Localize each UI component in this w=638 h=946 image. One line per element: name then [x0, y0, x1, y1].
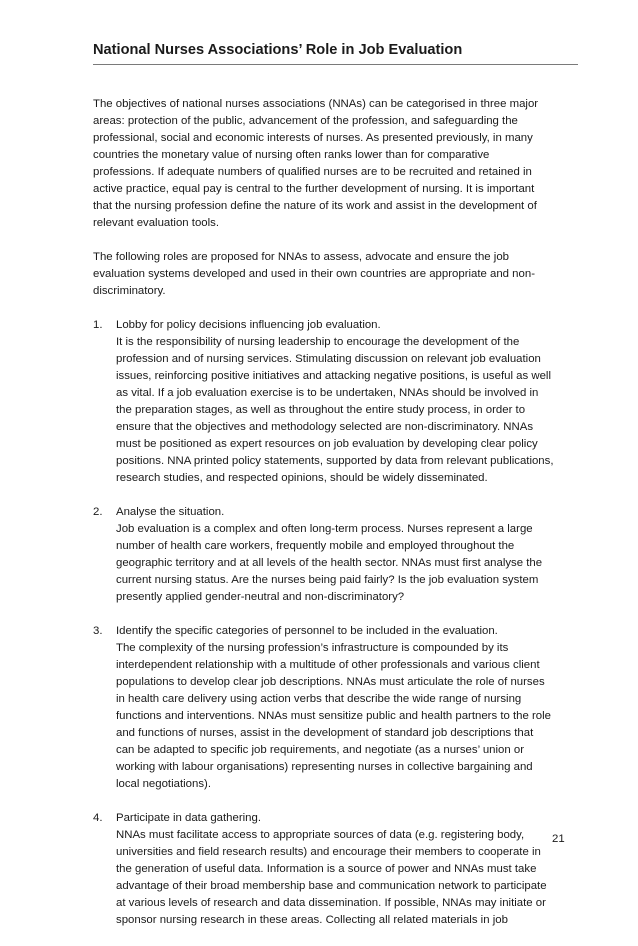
list-item-line: populations to develop clear job descriptions. NNAs must articulate the role of nurses: [116, 676, 545, 688]
list-item-line: presently applied gender-neutral and non-discriminatory?: [116, 591, 405, 603]
list-item-number: 3.: [93, 625, 103, 637]
list-item-body: [93, 640, 578, 793]
page-title: National Nurses Associations’ Role in Job Evaluation: [93, 42, 463, 58]
list-item-body: [93, 521, 578, 606]
paragraph-line: evaluation systems developed and used in their own countries are appropriate and non-: [93, 268, 535, 280]
list-item-line: advantage of their broad membership base and communication network to participate: [116, 880, 547, 892]
list-item-line: must be positioned as expert resources on job evaluation by developing clear policy: [116, 438, 538, 450]
paragraph-line: professional, social and economic interests of nurses. As presented previously, in many: [93, 132, 533, 144]
list-item-line: profession and of nursing services. Stimulating discussion on relevant job evaluation: [116, 353, 541, 365]
list-item-heading: Identify the specific categories of personnel to be included in the evaluation.: [116, 625, 498, 637]
paragraph-line: The following roles are proposed for NNAs to assess, advocate and ensure the job: [93, 251, 509, 263]
list-item-line: research studies, and respected opinions, should be widely disseminated.: [116, 472, 488, 484]
list-item-line: working with labour organisations) representing nurses in collective bargaining and: [116, 761, 533, 773]
list-item-heading-row: [93, 504, 578, 521]
list-item-number: 4.: [93, 812, 103, 824]
list-item: [93, 623, 578, 793]
list-item-number: 1.: [93, 319, 103, 331]
paragraph-line: areas: protection of the public, advancement of the profession, and safeguarding the: [93, 115, 518, 127]
paragraph-line: professions. If adequate numbers of qualified nurses are to be recruited and retained in: [93, 166, 532, 178]
paragraph-line: relevant evaluation tools.: [93, 217, 220, 229]
list-item-heading-row: [93, 317, 578, 334]
list-item-line: as vital. If a job evaluation exercise is to be undertaken, NNAs should be involved in: [116, 387, 539, 399]
list-item-line: functions and interventions. NNAs must sensitize public and health partners to the role: [116, 710, 551, 722]
list-item-line: geographic territory and at all levels of the health sector. NNAs must first analyse the: [116, 557, 543, 569]
page-number: 21: [552, 833, 565, 845]
list-item-heading: Analyse the situation.: [116, 506, 225, 518]
list-item-line: number of health care workers, frequently mobile and employed throughout the: [116, 540, 515, 552]
list-item-line: ensure that the objectives and methodology selected are non-discriminatory. NNAs: [116, 421, 534, 433]
list-item: [93, 504, 578, 606]
list-item-line: NNAs must facilitate access to appropriate sources of data (e.g. registering body,: [116, 829, 525, 841]
list-item-heading: Lobby for policy decisions influencing job evaluation.: [116, 319, 381, 331]
list-item-body: [93, 334, 578, 487]
intro-paragraphs: [93, 96, 578, 300]
numbered-list: [93, 317, 578, 929]
list-item-line: Job evaluation is a complex and often long-term process. Nurses represent a large: [116, 523, 533, 535]
list-item-heading-row: [93, 623, 578, 640]
list-item-line: positions. NNA printed policy statements, supported by data from relevant publications,: [116, 455, 554, 467]
document-body: [93, 96, 578, 946]
list-item-line: sponsor nursing research in these areas. Collecting all related materials in job: [116, 914, 508, 926]
paragraph: [93, 249, 578, 300]
paragraph-line: discriminatory.: [93, 285, 166, 297]
list-item-line: issues, reinforcing positive initiatives and attacking negative positions, is useful as well: [116, 370, 551, 382]
list-item-line: the preparation stages, as well as throughout the entire study process, in order to: [116, 404, 526, 416]
paragraph-line: that the nursing profession define the nature of its work and assist in the development of: [93, 200, 537, 212]
list-item-heading-row: [93, 810, 578, 827]
title-rule: [93, 64, 578, 65]
paragraph-line: countries the monetary value of nursing often ranks lower than for comparative: [93, 149, 490, 161]
list-item-line: can be adapted to specific job requirements, and negotiate (as a nurses’ union or: [116, 744, 524, 756]
list-item-line: interdependent relationship with a multitude of other professionals and various client: [116, 659, 540, 671]
list-item-line: universities and field research results) and encourage their members to cooperate in: [116, 846, 541, 858]
list-item-line: the generation of useful data. Information is a source of power and NNAs must take: [116, 863, 537, 875]
list-item-line: in health care delivery using action verbs that describe the wide range of nursing: [116, 693, 522, 705]
list-item-body: [93, 827, 578, 929]
list-item-line: It is the responsibility of nursing leadership to encourage the development of the: [116, 336, 520, 348]
list-item: [93, 810, 578, 929]
list-item: [93, 317, 578, 487]
list-item-line: at various levels of research and data dissemination. If possible, NNAs may initiate or: [116, 897, 546, 909]
list-item-line: The complexity of the nursing profession’s infrastructure is compounded by its: [116, 642, 509, 654]
paragraph-line: active practice, equal pay is central to the further development of nursing. It is important: [93, 183, 535, 195]
paragraph: [93, 96, 578, 232]
list-item-heading: Participate in data gathering.: [116, 812, 262, 824]
list-item-line: current nursing status. Are the nurses being paid fairly? Is the job evaluation system: [116, 574, 539, 586]
list-item-line: local negotiations).: [116, 778, 211, 790]
list-item-line: and functions of nurses, assist in the development of standard job descriptions that: [116, 727, 534, 739]
paragraph-line: The objectives of national nurses associations (NNAs) can be categorised in three major: [93, 98, 539, 110]
list-item-number: 2.: [93, 506, 103, 518]
